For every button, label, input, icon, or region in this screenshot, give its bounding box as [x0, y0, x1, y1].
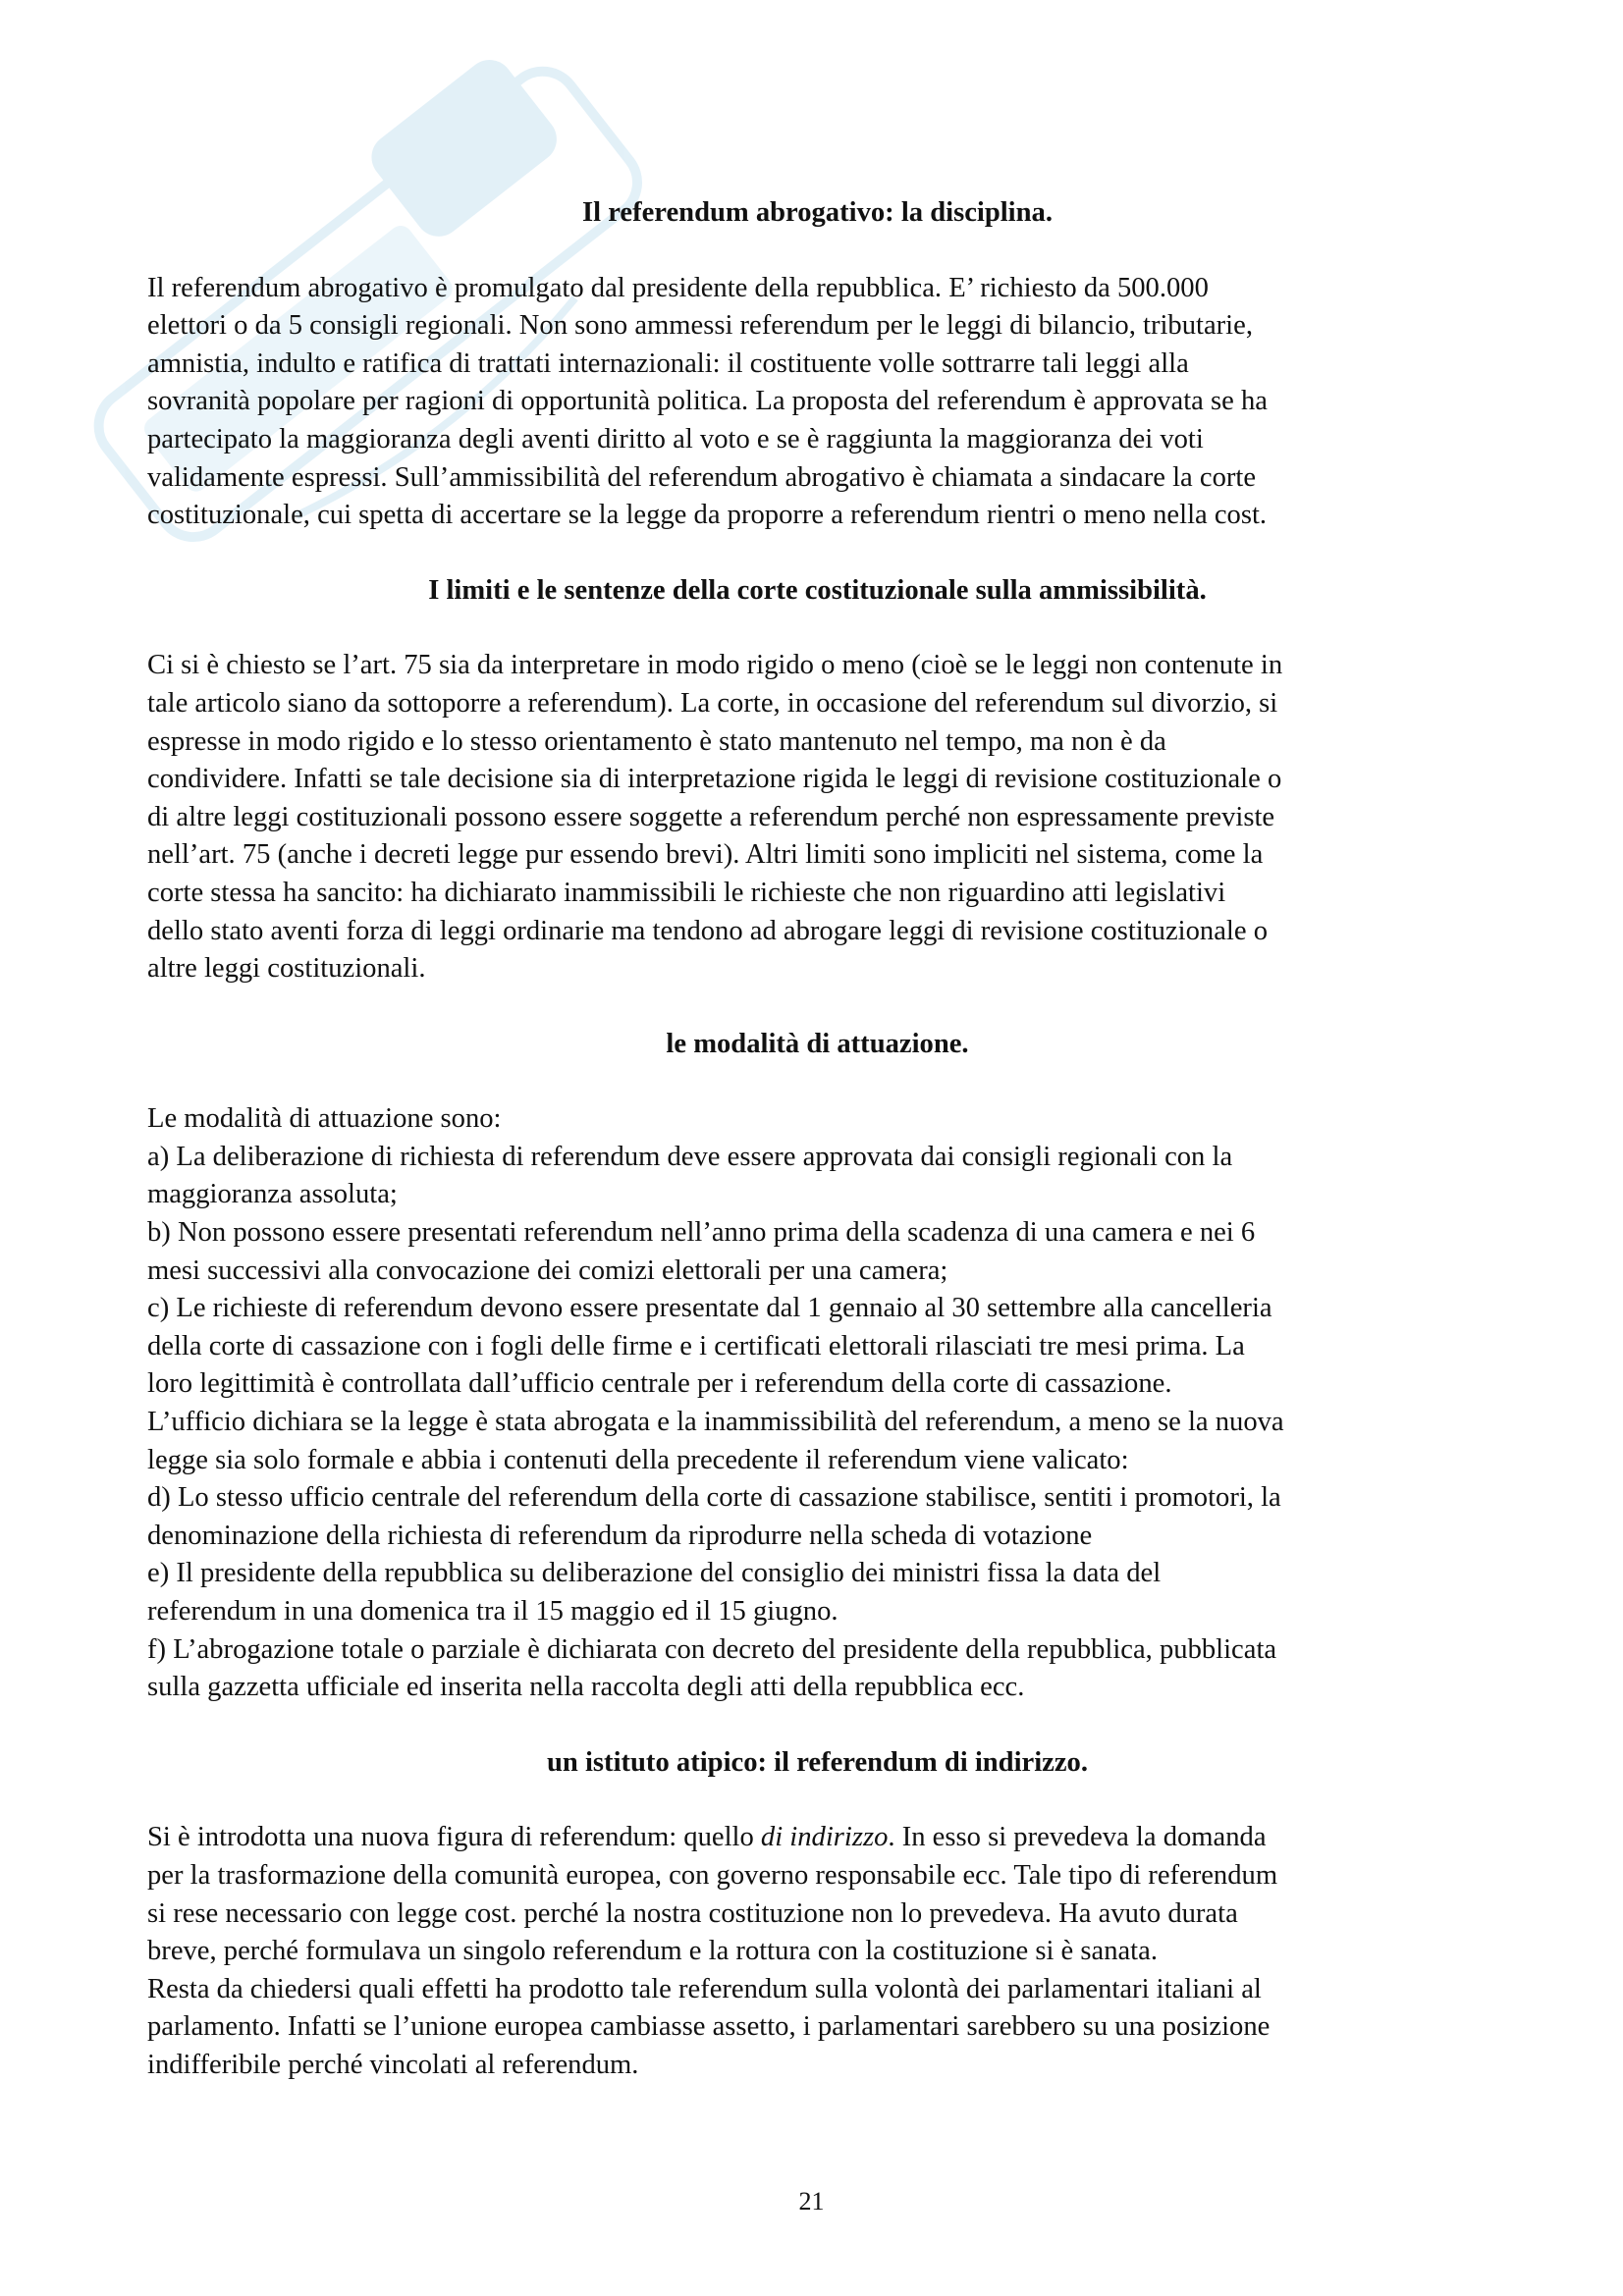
page-number: 21 — [798, 2187, 825, 2216]
section-title-limiti-sentenze: I limiti e le sentenze della corte costituzionale sulla ammissibilità. — [428, 574, 1207, 606]
document-body — [147, 194, 1488, 2122]
text-line: validamente espressi. Sull’ammissibilità del referendum abrogativo è chiamata a sindacare la corte — [147, 461, 1257, 493]
text-line: legge sia solo formale e abbia i contenuti della precedente il referendum viene valicato: — [147, 1444, 1129, 1475]
text-line: Il referendum abrogativo è promulgato dal presidente della repubblica. E’ richiesto da 500.000 — [147, 272, 1209, 303]
text-line: loro legittimità è controllata dall’ufficio centrale per i referendum della corte di cassazione. — [147, 1368, 1172, 1400]
paragraph-indirizzo — [147, 1819, 1488, 2084]
text-line: breve, perché formulava un singolo referendum e la rottura con la costituzione si è sanata. — [147, 1936, 1158, 1967]
text-line: sulla gazzetta ufficiale ed inserita nella raccolta degli atti della repubblica ecc. — [147, 1672, 1025, 1703]
text-line-with-italic — [147, 1819, 1488, 1857]
section-title-modalita-attuazione: le modalità di attuazione. — [666, 1028, 969, 1059]
text-fragment: Si è introdotta una nuova figura di referendum: quello — [147, 1822, 761, 1853]
text-line: mesi successivi alla convocazione dei comizi elettorali per una camera; — [147, 1255, 948, 1286]
text-line: di altre leggi costituzionali possono essere soggette a referendum perché non espressamente previste — [147, 801, 1275, 832]
text-line: condividere. Infatti se tale decisione sia di interpretazione rigida le leggi di revisione costituzionale o — [147, 764, 1282, 795]
list-item-f: f) L’abrogazione totale o parziale è dichiarata con decreto del presidente della repubblica, pubblicata — [147, 1633, 1277, 1665]
paragraph-disciplina — [147, 270, 1488, 535]
text-line: nell’art. 75 (anche i decreti legge pur essendo brevi). Altri limiti sono impliciti nel sistema, come la — [147, 839, 1264, 871]
text-line: dello stato aventi forza di leggi ordinarie ma tendono ad abrogare leggi di revisione costituzionale o — [147, 915, 1268, 946]
text-line: Ci si è chiesto se l’art. 75 sia da interpretare in modo rigido o meno (cioè se le leggi non contenute in — [147, 650, 1283, 681]
italic-term: di indirizzo — [760, 1822, 889, 1853]
text-line: costituzionale, cui spetta di accertare se la legge da proporre a referendum rientri o meno nella cost. — [147, 500, 1268, 531]
paragraph-modalita — [147, 1100, 1488, 1707]
text-line: della corte di cassazione con i fogli delle firme e i certificati elettorali rilasciati tre mesi prima. La — [147, 1330, 1245, 1362]
text-line: elettori o da 5 consigli regionali. Non sono ammessi referendum per le leggi di bilancio, tributarie, — [147, 310, 1253, 342]
text-line: per la trasformazione della comunità europea, con governo responsabile ecc. Tale tipo di referendum — [147, 1859, 1278, 1891]
text-line: parlamento. Infatti se l’unione europea cambiasse assetto, i parlamentari sarebbero su una posizione — [147, 2011, 1271, 2043]
list-item-b: b) Non possono essere presentati referendum nell’anno prima della scadenza di una camera e nei 6 — [147, 1217, 1256, 1249]
list-item-c: c) Le richieste di referendum devono essere presentate dal 1 gennaio al 30 settembre alla cancelleria — [147, 1293, 1272, 1324]
text-line: denominazione della richiesta di referendum da riprodurre nella scheda di votazione — [147, 1520, 1093, 1551]
text-line: altre leggi costituzionali. — [147, 953, 426, 985]
text-line: maggioranza assoluta; — [147, 1179, 398, 1210]
paragraph-limiti — [147, 647, 1488, 988]
list-item-d: d) Lo stesso ufficio centrale del referendum della corte di cassazione stabilisce, sentiti i promotori, la — [147, 1482, 1281, 1514]
text-fragment: . In esso si prevedeva la domanda — [888, 1822, 1267, 1853]
text-line: amnistia, indulto e ratifica di trattati internazionali: il costituente volle sottrarre tali leggi alla — [147, 347, 1189, 379]
text-line: Le modalità di attuazione sono: — [147, 1103, 502, 1135]
text-line: Resta da chiedersi quali effetti ha prodotto tale referendum sulla volontà dei parlamentari italiani al — [147, 1973, 1262, 2004]
text-line: tale articolo siano da sottoporre a referendum). La corte, in occasione del referendum sul divorzio, si — [147, 687, 1278, 719]
text-line: referendum in una domenica tra il 15 maggio ed il 15 giugno. — [147, 1596, 839, 1627]
text-line: espresse in modo rigido e lo stesso orientamento è stato mantenuto nel tempo, ma non è da — [147, 725, 1166, 757]
text-line: partecipato la maggioranza degli aventi diritto al voto e se è raggiunta la maggioranza dei voti — [147, 423, 1204, 454]
section-title-referendum-abrogativo: Il referendum abrogativo: la disciplina. — [582, 197, 1053, 228]
text-line: indifferibile perché vincolati al referendum. — [147, 2049, 639, 2080]
text-line: si rese necessario con legge cost. perché la nostra costituzione non lo prevedeva. Ha avuto durata — [147, 1897, 1238, 1929]
text-line: L’ufficio dichiara se la legge è stata abrogata e la inammissibilità del referendum, a meno se la nuova — [147, 1407, 1284, 1438]
text-line: corte stessa ha sancito: ha dichiarato inammissibili le richieste che non riguardino atti legislativi — [147, 877, 1226, 908]
text-line: sovranità popolare per ragioni di opportunità politica. La proposta del referendum è approvata se ha — [147, 386, 1268, 417]
list-item-e: e) Il presidente della repubblica su deliberazione del consiglio dei ministri fissa la data del — [147, 1558, 1162, 1589]
section-title-referendum-indirizzo: un istituto atipico: il referendum di indirizzo. — [547, 1746, 1088, 1778]
list-item-a: a) La deliberazione di richiesta di referendum deve essere approvata dai consigli regionali con la — [147, 1141, 1233, 1172]
